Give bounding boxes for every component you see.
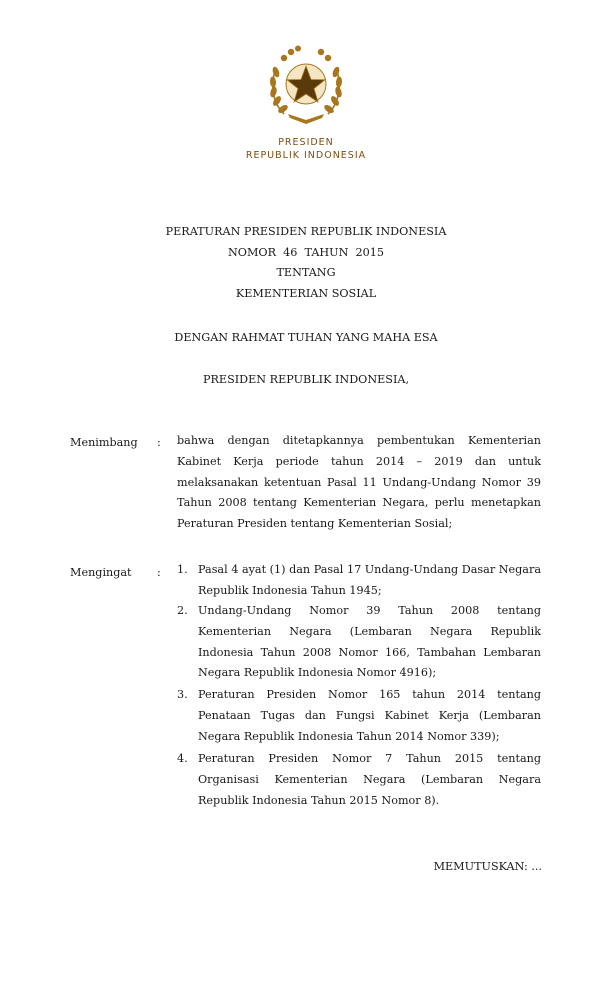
- issuer: PRESIDEN REPUBLIK INDONESIA,: [202, 373, 410, 386]
- menimbang-text: bahwa dengan ditetapkannya pembentukan Kementerian Kabinet Kerja periode tahun 2014 – 2019 dan untuk melaksanakan ketentuan Pasal 11 Undang-Undang Nomor 39 Tahun 2008 tentang Kementerian Negara, perlu menetapkan Peraturan Presiden tentang Kementerian Sosial;: [177, 434, 541, 531]
- mengingat-label: Mengingat: [70, 566, 132, 579]
- emblem-caption-president: PRESIDEN: [278, 137, 334, 148]
- title-subject: KEMENTERIAN SOSIAL: [235, 287, 377, 300]
- menimbang-colon: :: [157, 436, 161, 449]
- garuda-star-emblem-icon: [264, 42, 348, 126]
- mengingat-item-text: Peraturan Presiden Nomor 7 Tahun 2015 tentang Organisasi Kementerian Negara (Lembaran Negara Republik Indonesia Tahun 2015 Nomor 8).: [198, 752, 541, 807]
- title-number: NOMOR 46 TAHUN 2015: [228, 246, 384, 259]
- title-about: TENTANG: [276, 266, 336, 279]
- menimbang-label: Menimbang: [70, 436, 138, 449]
- title-regulation: PERATURAN PRESIDEN REPUBLIK INDONESIA: [165, 225, 447, 238]
- decision-continuation: MEMUTUSKAN: ...: [433, 860, 542, 873]
- mengingat-item-number: 2.: [177, 604, 188, 617]
- mengingat-item-number: 3.: [177, 688, 188, 701]
- mengingat-item-text: Pasal 4 ayat (1) dan Pasal 17 Undang-Undang Dasar Negara Republik Indonesia Tahun 1945;: [198, 563, 541, 597]
- mengingat-item-text: Undang-Undang Nomor 39 Tahun 2008 tentang Kementerian Negara (Lembaran Negara Republik Indonesia Tahun 2008 Nomor 166, Tambahan Lembaran Negara Republik Indonesia Nomor 4916);: [198, 604, 541, 680]
- mengingat-item-number: 1.: [177, 563, 188, 576]
- invocation: DENGAN RAHMAT TUHAN YANG MAHA ESA: [174, 331, 438, 344]
- mengingat-item-text: Peraturan Presiden Nomor 165 tahun 2014 tentang Penataan Tugas dan Fungsi Kabinet Kerja (Lembaran Negara Republik Indonesia Tahun 2014 Nomor 339);: [198, 688, 541, 743]
- mengingat-item-number: 4.: [177, 752, 188, 765]
- mengingat-colon: :: [157, 566, 161, 579]
- emblem-caption-republic: REPUBLIK INDONESIA: [245, 150, 367, 161]
